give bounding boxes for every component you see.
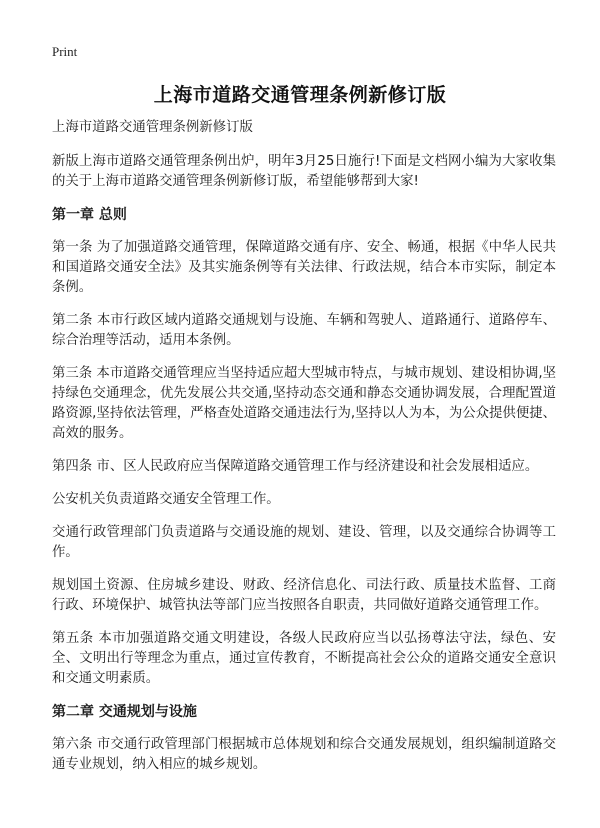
article-4-clause-2: 公安机关负责道路交通安全管理工作。 — [52, 492, 280, 507]
print-link[interactable]: Print — [52, 44, 78, 59]
chapter-2-heading: 第二章 交通规划与设施 — [52, 704, 197, 720]
article-4-clause-4: 规划国土资源、住房城乡建设、财政、经济信息化、司法行政、质量技术监督、工商行政、环境保护、城管执法等部门应当按照各自职责，共同做好道路交通管理工作。 — [52, 578, 556, 613]
document-title: 上海市道路交通管理条例新修订版 — [153, 84, 447, 106]
document-body — [52, 118, 556, 788]
article-5: 第五条 本市加强道路交通文明建设，各级人民政府应当以弘扬尊法守法，绿色、安全、文明出行等理念为重点，通过宣传教育，不断提高社会公众的道路交通安全意识和交通文明素质。 — [52, 631, 556, 686]
article-4: 第四条 市、区人民政府应当保障道路交通管理工作与经济建设和社会发展相适应。 — [52, 459, 539, 474]
document-subtitle: 上海市道路交通管理条例新修订版 — [52, 120, 253, 135]
article-1: 第一条 为了加强道路交通管理，保障道路交通有序、安全、畅通，根据《中华人民共和国道路交通安全法》及其实施条例等有关法律、行政法规，结合本市实际，制定本条例。 — [52, 240, 556, 295]
intro-paragraph: 新版上海市道路交通管理条例出炉，明年3月25日施行!下面是文档网小编为大家收集的关于上海市道路交通管理条例新修订版，希望能够帮到大家! — [52, 154, 556, 189]
chapter-1-heading: 第一章 总则 — [52, 207, 127, 223]
article-3: 第三条 本市道路交通管理应当坚持适应超大型城市特点，与城市规划、建设相协调,坚持绿色交通理念，优先发展公共交通,坚持动态交通和静态交通协调发展，合理配置道路资源,坚持依法管理，严格查处道路交通违法行为,坚持以人为本，为公众提供便捷、高效的服务。 — [52, 366, 556, 441]
article-4-clause-3: 交通行政管理部门负责道路与交通设施的规划、建设、管理，以及交通综合协调等工作。 — [52, 525, 556, 560]
article-2: 第二条 本市行政区域内道路交通规划与设施、车辆和驾驶人、道路通行、道路停车、综合治理等活动，适用本条例。 — [52, 313, 556, 348]
article-6: 第六条 市交通行政管理部门根据城市总体规划和综合交通发展规划，组织编制道路交通专业规划，纳入相应的城乡规划。 — [52, 737, 556, 772]
